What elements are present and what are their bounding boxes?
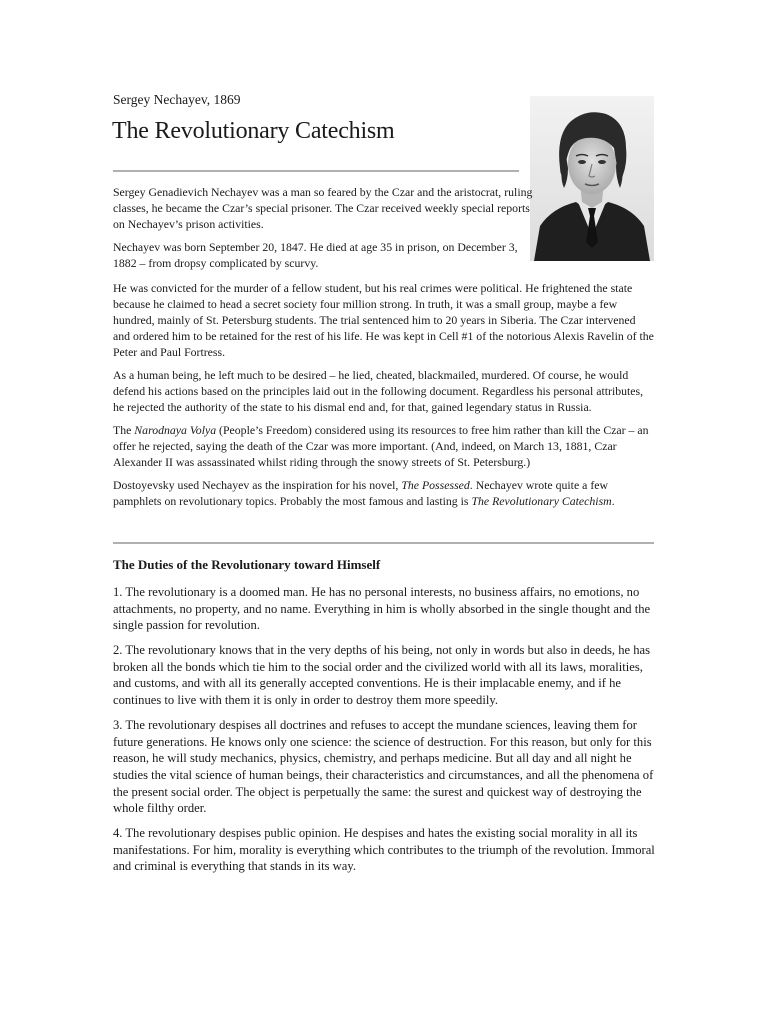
duty-item: 4. The revolutionary despises public opinion. He despises and hates the existing social morality in all its manifestations. For him, morality is everything which contributes to the triumph of the revolution. Immoral and criminal is everything that stands in its way. <box>113 826 655 874</box>
byline: Sergey Nechayev, 1869 <box>113 92 241 107</box>
document-title: The Revolutionary Catechism <box>112 118 395 144</box>
duty-item: 3. The revolutionary despises all doctrines and refuses to accept the mundane sciences, leaving them for future generations. He knows only one science: the science of destruction. For this reason, but only for this reason, he will study mechanics, physics, chemistry, and perhaps medicine. But all day and all night he studies the vital science of human beings, their characteristics and circumstances, and all the phenomena of the present social order. The object is perpetually the same: the surest and quickest way of destroying the whole filthy order. <box>113 718 654 816</box>
text-run: . Nechayev wrote quite a few pamphlets on revolutionary topics. Probably the most famous and lasting is <box>113 478 609 508</box>
duties-list <box>113 584 657 884</box>
portrait-icon <box>530 96 654 261</box>
text-run: . <box>611 494 615 508</box>
duty-item: 1. The revolutionary is a doomed man. He has no personal interests, no business affairs, no emotions, no attachments, no property, and no name. Everything in him is wholly absorbed in the single thought and the single passion for revolution. <box>113 585 651 633</box>
intro-text-narrow <box>113 184 533 278</box>
text-run: The <box>113 423 135 437</box>
section-heading: The Duties of the Revolutionary toward Himself <box>113 557 381 572</box>
intro-text-wide <box>113 280 655 516</box>
italic-title: Narodnaya Volya <box>134 423 217 437</box>
intro-paragraph: Sergey Genadievich Nechayev was a man so feared by the Czar and the aristocrat, ruling classes, he became the Czar’s special prisoner. The Czar received weekly special reports on Nechayev’s prison activities. <box>113 185 533 231</box>
section-divider <box>113 542 654 544</box>
text-run: (People’s Freedom) considered using its resources to free him rather than kill the Czar – an offer he rejected, saying the death of the Czar was more important. (And, indeed, on March 13, 1881, Czar Alexander II was assassinated whilst riding through the snowy streets of St. Petersburg.) <box>113 423 649 469</box>
italic-title: The Possessed <box>401 478 470 492</box>
intro-paragraph <box>113 477 655 509</box>
text-run: Dostoyevsky used Nechayev as the inspiration for his novel, <box>113 478 402 492</box>
intro-paragraph: Nechayev was born September 20, 1847. He died at age 35 in prison, on December 3, 1882 – from dropsy complicated by scurvy. <box>113 240 518 270</box>
intro-paragraph <box>113 422 655 470</box>
italic-title: The Revolutionary Catechism <box>471 494 612 508</box>
intro-paragraph: As a human being, he left much to be desired – he lied, cheated, blackmailed, murdered. Of course, he would defend his actions based on the principles laid out in the following document. Regardless his personal attributes, he rejected the authority of the state to his dismal end and, for that, gained legendary status in Russia. <box>113 368 644 414</box>
title-divider <box>113 170 519 172</box>
intro-paragraph: He was convicted for the murder of a fellow student, but his real crimes were political. He frightened the state because he claimed to head a secret society four million strong. In truth, it was a small group, maybe a few hundred, mainly of St. Petersburg students. The trial sentenced him to 20 years in Siberia. The Czar intervened and ordered him to be retained for the rest of his life. He was kept in Cell #1 of the notorious Alexis Ravelin of the Peter and Paul Fortress. <box>113 281 654 359</box>
duty-item: 2. The revolutionary knows that in the very depths of his being, not only in words but also in deeds, he has broken all the bonds which tie him to the social order and the civilized world with all its laws, moralities, and customs, and with all its generally accepted conventions. He is their implacable enemy, and if he continues to live with them it is only in order to destroy them more speedily. <box>113 643 651 708</box>
